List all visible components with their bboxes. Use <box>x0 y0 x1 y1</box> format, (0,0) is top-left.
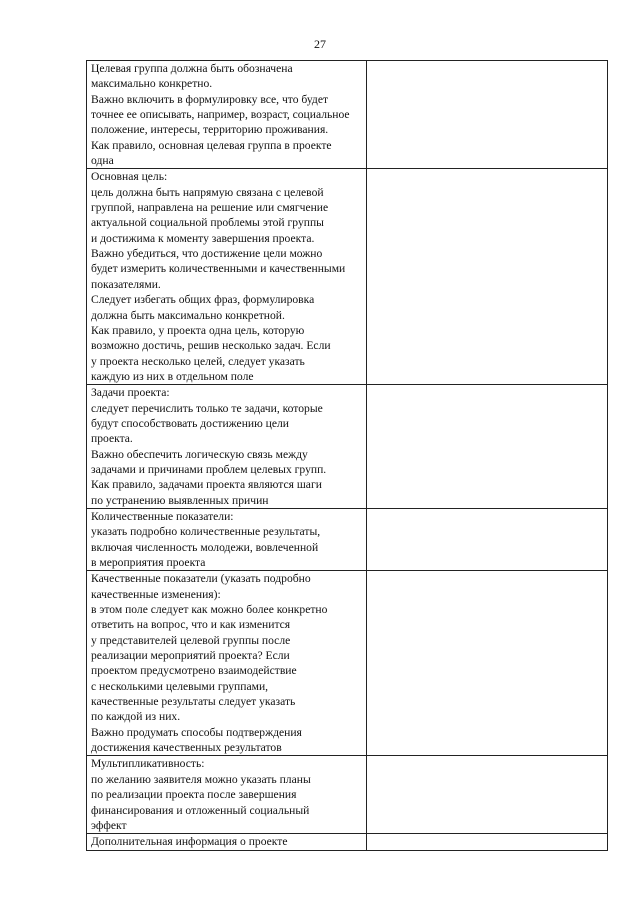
description-line: качественные изменения): <box>91 587 221 601</box>
form-row <box>87 756 608 834</box>
form-row <box>87 169 608 385</box>
description-line: будет измерить количественными и качественными <box>91 262 346 276</box>
field-description-cell <box>87 508 367 570</box>
description-line: включая численность молодежи, вовлеченной <box>91 540 319 554</box>
description-line: реализации мероприятий проекта? Если <box>91 649 290 663</box>
description-line: указать подробно количественные результаты, <box>91 525 321 539</box>
description-line: точнее ее описывать, например, возраст, социальное <box>91 108 350 122</box>
description-line: у представителей целевой группы после <box>91 633 291 647</box>
form-row <box>87 508 608 570</box>
field-value-cell[interactable] <box>367 61 608 169</box>
field-value-cell[interactable] <box>367 756 608 834</box>
description-line: Важно включить в формулировку все, что будет <box>91 92 329 106</box>
form-row <box>87 385 608 509</box>
description-line: финансирования и отложенный социальный <box>91 803 310 817</box>
description-line: ответить на вопрос, что и как изменится <box>91 618 291 632</box>
description-line: Важно обеспечить логическую связь между <box>91 447 308 461</box>
description-line: актуальной социальной проблемы этой группы <box>91 216 324 230</box>
description-line: будут способствовать достижению цели <box>91 416 289 430</box>
description-line: по желанию заявителя можно указать планы <box>91 772 311 786</box>
description-line: Как правило, задачами проекта являются шаги <box>91 478 322 492</box>
field-description-cell <box>87 169 367 385</box>
description-line: Важно продумать способы подтверждения <box>91 725 302 739</box>
description-line: в этом поле следует как можно более конкретно <box>91 603 328 617</box>
description-line: одна <box>91 154 114 168</box>
field-value-cell[interactable] <box>367 385 608 509</box>
description-line: Важно убедиться, что достижение цели можно <box>91 247 323 261</box>
description-line: Как правило, основная целевая группа в проекте <box>91 138 332 152</box>
description-line: проектом предусмотрено взаимодействие <box>91 664 297 678</box>
description-line: с несколькими целевыми группами, <box>91 679 269 693</box>
description-line: каждую из них в отдельном поле <box>91 369 254 383</box>
description-line: задачами и причинами проблем целевых групп. <box>91 462 327 476</box>
form-row <box>87 834 608 850</box>
description-line: по каждой из них. <box>91 710 181 724</box>
application-form-table <box>86 60 608 851</box>
description-line: качественные результаты следует указать <box>91 695 296 709</box>
description-line: Задачи проекта: <box>91 386 170 400</box>
description-line: по устранению выявленных причин <box>91 493 269 507</box>
form-table-body <box>87 61 608 851</box>
form-row <box>87 61 608 169</box>
field-value-cell[interactable] <box>367 571 608 756</box>
description-line: Как правило, у проекта одна цель, которую <box>91 323 305 337</box>
description-line: группой, направлена на решение или смягчение <box>91 201 329 215</box>
description-line: у проекта несколько целей, следует указать <box>91 354 305 368</box>
description-line: Качественные показатели (указать подробно <box>91 572 311 586</box>
description-line: Основная цель: <box>91 170 168 184</box>
description-line: проекта. <box>91 432 133 446</box>
field-value-cell[interactable] <box>367 169 608 385</box>
description-line: следует перечислить только те задачи, которые <box>91 401 323 415</box>
description-line: положение, интересы, территорию проживания. <box>91 123 329 137</box>
form-row <box>87 571 608 756</box>
page-number: 27 <box>314 37 326 51</box>
description-line: и достижима к моменту завершения проекта. <box>91 231 315 245</box>
description-line: возможно достичь, решив несколько задач. Если <box>91 339 331 353</box>
field-value-cell[interactable] <box>367 834 608 850</box>
field-description-cell <box>87 834 367 850</box>
description-line: по реализации проекта после завершения <box>91 788 297 802</box>
description-line: показателями. <box>91 277 161 291</box>
description-line: максимально конкретно. <box>91 77 213 91</box>
description-line: в мероприятия проекта <box>91 556 206 569</box>
description-line: Мультипликативность: <box>91 757 205 771</box>
description-line: эффект <box>91 818 127 832</box>
description-line: Дополнительная информация о проекте <box>91 835 288 849</box>
description-line: Следует избегать общих фраз, формулировка <box>91 293 315 307</box>
description-line: Количественные показатели: <box>91 509 234 523</box>
field-description-cell <box>87 571 367 756</box>
field-description-cell <box>87 756 367 834</box>
description-line: достижения качественных результатов <box>91 741 282 755</box>
description-line: должна быть максимально конкретной. <box>91 308 285 322</box>
field-description-cell <box>87 385 367 509</box>
description-line: цель должна быть напрямую связана с целевой <box>91 185 324 199</box>
description-line: Целевая группа должна быть обозначена <box>91 62 293 75</box>
field-description-cell <box>87 61 367 169</box>
field-value-cell[interactable] <box>367 508 608 570</box>
